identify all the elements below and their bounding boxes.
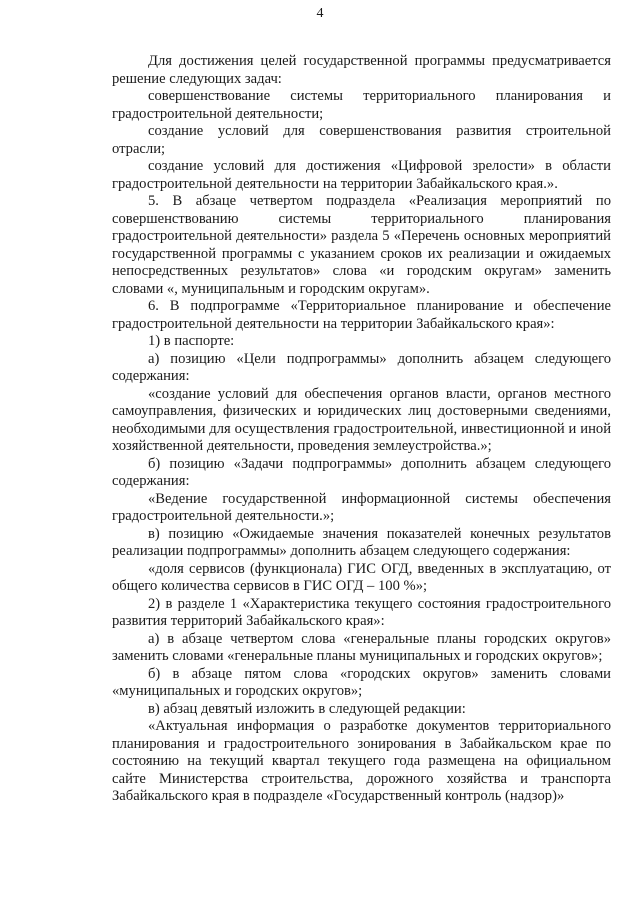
paragraph: а) позицию «Цели подпрограммы» дополнить абзацем следующего содержания: — [112, 350, 611, 384]
paragraph: Для достижения целей государственной программы предусматривается решение следующих задач: — [112, 53, 611, 87]
paragraph: в) абзац девятый изложить в следующей редакции: — [148, 700, 466, 717]
paragraph: совершенствование системы территориального планирования и градостроительной деятельности; — [112, 88, 611, 122]
paragraph: в) позицию «Ожидаемые значения показателей конечных результатов реализации подпрограммы» дополнить абзацем следующего содержания: — [112, 525, 611, 559]
paragraph: «Актуальная информация о разработке документов территориального планирования и градостроительного зонирования в Забайкальском крае по состоянию на текущий квартал текущего года размещена на официальном сайте Министерства строительства, дорожного хозяйства и транспорта Забайкальского края в подразделе «Государственный контроль (надзор)» — [112, 718, 611, 804]
paragraph: 6. В подпрограмме «Территориальное планирование и обеспечение градостроительной деятельности на территории Забайкальского края»: — [112, 298, 611, 332]
paragraph: а) в абзаце четвертом слова «генеральные планы городских округов» заменить словами «генеральные планы муниципальных и городских округов»; — [112, 630, 611, 664]
paragraph: б) в абзаце пятом слова «городских округов» заменить словами «муниципальных и городских округов»; — [112, 665, 611, 699]
paragraph: создание условий для достижения «Цифровой зрелости» в области градостроительной деятельности на территории Забайкальского края.». — [112, 158, 611, 192]
paragraph: «создание условий для обеспечения органов власти, органов местного самоуправления, физических и юридических лиц достоверными сведениями, необходимыми для осуществления градостроительной, инвестиционной и иной хозяйственной деятельности, проведения землеустройства.»; — [112, 385, 611, 454]
document-body — [112, 53, 611, 806]
paragraph: 1) в паспорте: — [148, 333, 235, 349]
paragraph: «доля сервисов (функционала) ГИС ОГД, введенных в эксплуатацию, от общего количества сервисов в ГИС ОГД – 100 %»; — [112, 560, 611, 594]
paragraph: 5. В абзаце четвертом подраздела «Реализация мероприятий по совершенствованию системы территориального планирования градостроительной деятельности» раздела 5 «Перечень основных мероприятий государственной программы с указанием сроков их реализации и ожидаемых непосредственных результатов» слова «и городским округам» заменить словами «, муниципальным и городским округам». — [112, 193, 611, 297]
paragraph: «Ведение государственной информационной системы обеспечения градостроительной деятельности.»; — [112, 490, 611, 524]
paragraph: создание условий для совершенствования развития строительной отрасли; — [112, 123, 611, 157]
page-number: 4 — [316, 6, 324, 21]
paragraph: 2) в разделе 1 «Характеристика текущего состояния градостроительного развития территорий Забайкальского края»: — [112, 595, 611, 629]
paragraph: б) позицию «Задачи подпрограммы» дополнить абзацем следующего содержания: — [112, 455, 611, 489]
